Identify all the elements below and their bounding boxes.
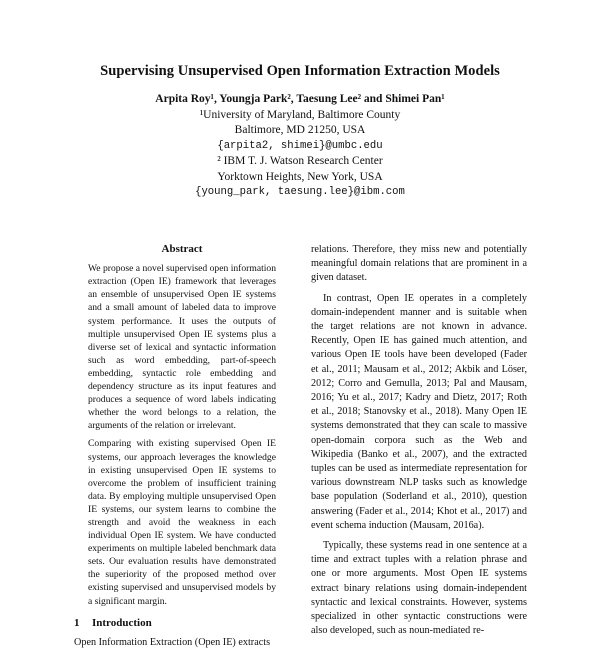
section-title: Introduction bbox=[92, 616, 152, 629]
abstract-paragraph-2: Comparing with existing supervised Open IE systems, our approach leverages the knowledge in existing unsupervised Open IE systems to overcome the problem of insufficient training data. By employing multiple unsupervised Open IE systems, our system learns to combine the strength and avoid the weakness in each individual Open IE system. We have conducted experiments on multiple labeled benchmark data sets. Our evaluation results have demonstrated the superiority of the proposed method over existing supervised and unsupervised models by a significant margin. bbox=[88, 438, 276, 607]
author-block bbox=[0, 92, 600, 201]
affiliation-1-name: ¹University of Maryland, Baltimore County bbox=[199, 108, 401, 121]
section-number: 1 bbox=[74, 616, 80, 629]
authors-line: Arpita Roy¹, Youngja Park², Taesung Lee² and Shimei Pan¹ bbox=[155, 93, 445, 105]
right-column bbox=[311, 243, 527, 644]
affiliation-2-name: ² IBM T. J. Watson Research Center bbox=[217, 155, 383, 167]
affiliation-2-address: Yorktown Heights, New York, USA bbox=[217, 170, 383, 183]
body-paragraph-3: Typically, these systems read in one sentence at a time and extract tuples with a relation phrase and one or more arguments. Most Open IE systems extract binary relations using domain-independent syntactic and lexical constraints. However, systems specialized in other syntactic constructions were also developed, such as noun-mediated re- bbox=[311, 540, 527, 637]
left-column bbox=[74, 242, 290, 656]
abstract-paragraph-1: We propose a novel supervised open information extraction (Open IE) framework that leverages an ensemble of unsupervised Open IE systems and a small amount of labeled data to improve system performance. It uses the outputs of multiple unsupervised Open IE systems plus a diverse set of lexical and syntactic information such as word embedding, part-of-speech embedding, syntactic role embedding and dependency structure as its input features and produces a sequence of word labels indicating whether the word belongs to a relation, the arguments of the relation or irrelevant. bbox=[88, 263, 276, 432]
section-heading-introduction bbox=[74, 616, 290, 630]
abstract-body bbox=[88, 262, 276, 607]
affiliation-1-email[interactable]: {arpita2, shimei}@umbc.edu bbox=[217, 139, 383, 152]
paper-title: Supervising Unsupervised Open Information Extraction Models bbox=[100, 63, 500, 79]
affiliation-1-address: Baltimore, MD 21250, USA bbox=[234, 124, 366, 136]
abstract-heading: Abstract bbox=[161, 243, 203, 255]
intro-paragraph-start: Open Information Extraction (Open IE) extracts bbox=[74, 636, 271, 648]
body-paragraph-2: In contrast, Open IE operates in a completely domain-independent manner and is suitable when the target relations are not known in advance. Recently, Open IE has gained much attention, and various Open IE tools have been developed (Fader et al., 2011; Mausam et al., 2012; Akbik and Löser, 2012; Corro and Gemulla, 2013; Pal and Mausam, 2016; Yu et al., 2017; Kadry and Dietz, 2017; Roth et al., 2018; Stanovsky et al., 2018). Many Open IE systems demonstrated that they can scale to massive open-domain corpora such as the Web and Wikipedia (Banko et al., 2007), and the extracted tuples can be used as intermediate representation for various downstream NLP tasks such as knowledge base population (Soderland et al., 2010), question answering (Fader et al., 2014; Khot et al., 2017) and event schema induction (Mausam, 2016a). bbox=[311, 292, 527, 531]
affiliation-2-email[interactable]: {young_park, taesung.lee}@ibm.com bbox=[195, 186, 405, 198]
body-paragraph-1: relations. Therefore, they miss new and potentially meaningful domain relations that are prominent in a given dataset. bbox=[311, 244, 527, 284]
